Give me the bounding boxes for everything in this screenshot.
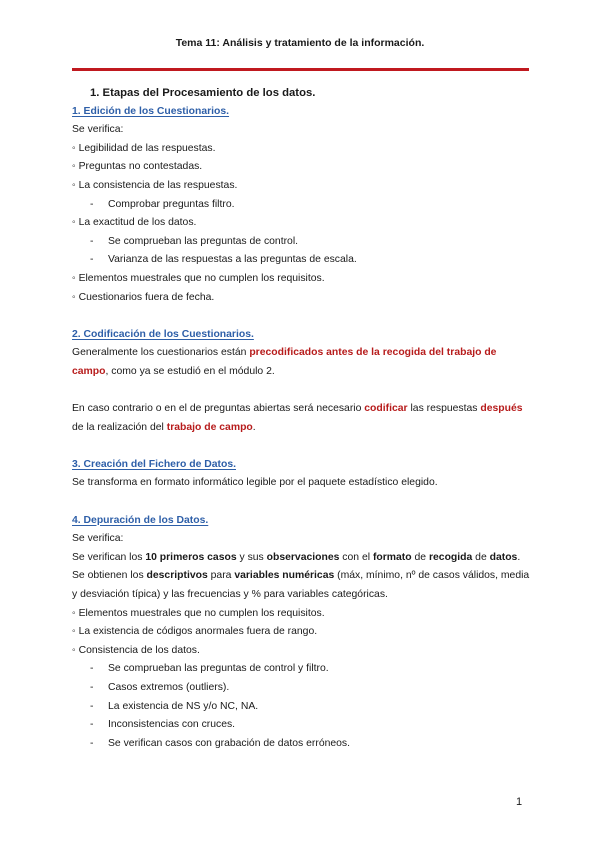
header-rule	[72, 68, 529, 71]
dash-bullet: -	[90, 254, 94, 266]
dash-bullet: -	[90, 235, 94, 247]
s4-paragraph-2: Se obtienen los descriptivos para variables numéricas (máx, mínimo, nº de casos válidos, media y desviación típica) y las frecuencias y % para variables categóricas.	[72, 570, 530, 601]
subsection-heading-1: 1. Edición de los Cuestionarios.	[72, 105, 230, 117]
page-number: 1	[516, 796, 523, 808]
s4-item: ◦ Consistencia de los datos.	[72, 644, 200, 656]
page-header: Tema 11: Análisis y tratamiento de la información.	[175, 37, 425, 49]
s4-item: ◦ La existencia de códigos anormales fuera de rango.	[72, 626, 318, 638]
dash-bullet: -	[90, 700, 94, 712]
highlight-text: después	[480, 403, 523, 415]
highlight-text: precodificados antes de la recogida del trabajo de campo	[72, 347, 497, 377]
dash-bullet: -	[90, 663, 94, 675]
dash-bullet: -	[90, 682, 94, 693]
s4-subitem-text: La existencia de NS y/o NC, NA.	[108, 700, 259, 712]
s4-subitem	[72, 716, 532, 735]
s4-intro: Se verifica:	[72, 533, 124, 545]
highlight-text: trabajo de campo	[166, 421, 253, 433]
s1-subitem-text: Se comprueban las preguntas de control.	[108, 235, 299, 247]
s1-subitem-text: Varianza de las respuestas a las preguntas de escala.	[108, 254, 357, 266]
subsection-heading-2: 2. Codificación de los Cuestionarios.	[72, 328, 254, 340]
s1-subitem	[72, 251, 532, 270]
section-title: 1. Etapas del Procesamiento de los datos.	[90, 87, 316, 99]
subsection-heading-3: 3. Creación del Fichero de Datos.	[72, 458, 236, 470]
subsection-heading-4: 4. Depuración de los Datos.	[72, 514, 209, 526]
dash-bullet: -	[90, 198, 94, 210]
s1-subitem	[72, 196, 532, 215]
s1-item: ◦ Legibilidad de las respuestas.	[72, 142, 216, 154]
document-body	[72, 84, 532, 753]
s1-item: ◦ La consistencia de las respuestas.	[72, 179, 238, 191]
s2-paragraph-2: En caso contrario o en el de preguntas abiertas será necesario codificar las respuestas después de la realización del trabajo de campo.	[72, 403, 523, 433]
s4-subitem	[72, 735, 532, 754]
s4-subitem	[72, 698, 532, 717]
s1-item: ◦ Elementos muestrales que no cumplen los requisitos.	[72, 272, 325, 284]
dash-bullet: -	[90, 719, 94, 731]
s1-subitem	[72, 233, 532, 252]
s4-subitem-text: Se comprueban las preguntas de control y filtro.	[108, 663, 329, 675]
s2-paragraph-1: Generalmente los cuestionarios están precodificados antes de la recogida del trabajo de campo, como ya se estudió en el módulo 2.	[72, 347, 497, 377]
s4-paragraph-1: Se verifican los 10 primeros casos y sus observaciones con el formato de recogida de datos.	[72, 551, 521, 563]
s1-item: ◦ Cuestionarios fuera de fecha.	[72, 291, 215, 303]
dash-bullet: -	[90, 737, 94, 749]
highlight-text: codificar	[364, 403, 408, 415]
s4-subitem	[72, 660, 532, 679]
s1-item: ◦ La exactitud de los datos.	[72, 217, 197, 229]
s4-subitem-text: Se verifican casos con grabación de datos erróneos.	[108, 737, 351, 749]
s4-subitem	[72, 679, 532, 698]
s4-subitem-text: Casos extremos (outliers).	[108, 682, 230, 693]
s1-intro: Se verifica:	[72, 124, 124, 136]
s4-subitem-text: Inconsistencias con cruces.	[108, 719, 236, 731]
s4-item: ◦ Elementos muestrales que no cumplen los requisitos.	[72, 607, 325, 619]
s1-subitem-text: Comprobar preguntas filtro.	[108, 198, 235, 210]
s1-item: ◦ Preguntas no contestadas.	[72, 161, 203, 173]
s3-text: Se transforma en formato informático legible por el paquete estadístico elegido.	[72, 477, 438, 489]
